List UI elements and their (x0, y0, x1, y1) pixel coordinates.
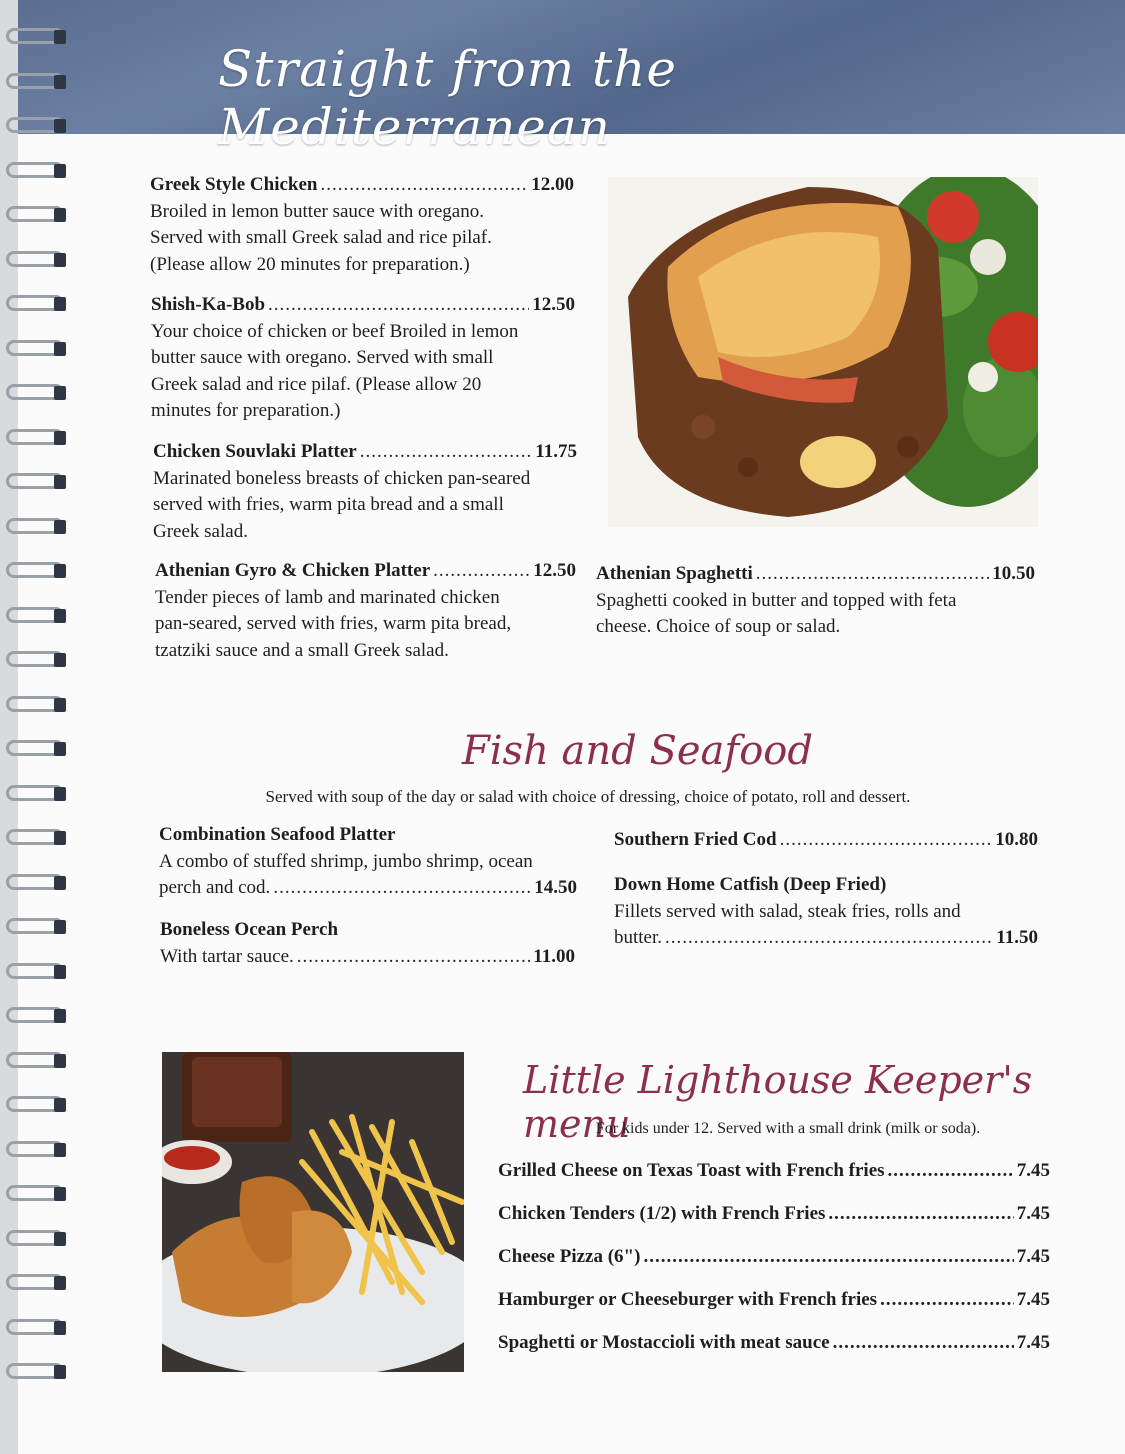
item-description: A combo of stuffed shrimp, jumbo shrimp, ocean (159, 850, 533, 872)
punch-hole (54, 653, 66, 667)
item-description: butter. (614, 927, 663, 948)
item-price: 7.45 (1016, 1246, 1050, 1267)
item-description: perch and cod. (159, 877, 271, 898)
item-name: Boneless Ocean Perch (160, 919, 339, 940)
punch-hole (54, 253, 66, 267)
punch-hole (54, 1098, 66, 1112)
punch-hole (54, 965, 66, 979)
punch-hole (54, 787, 66, 801)
page-title: Straight from the Mediterranean (218, 40, 677, 156)
chicken-tenders-photo (162, 1052, 464, 1372)
item-name: Chicken Tenders (1/2) with French Fries (498, 1203, 826, 1224)
item-description: cheese. Choice of soup or salad. (596, 616, 841, 637)
item-description: Broiled in lemon butter sauce with oregano. (150, 200, 484, 222)
item-name: Southern Fried Cod (614, 829, 777, 850)
punch-hole (54, 1009, 66, 1023)
item-price: 11.00 (533, 945, 575, 967)
menu-item-chicken-souvlaki (153, 439, 577, 545)
menu-item-southern-fried-cod (614, 827, 1038, 854)
item-name: Spaghetti or Mostaccioli with meat sauce (498, 1332, 830, 1353)
seafood-section-note: Served with soup of the day or salad with choice of dressing, choice of potato, roll and dessert. (265, 787, 911, 806)
item-name: Down Home Catfish (Deep Fried) (614, 874, 887, 895)
punch-hole (54, 164, 66, 178)
punch-hole (54, 1365, 66, 1379)
item-description: Marinated boneless breasts of chicken pan-seared (153, 467, 531, 489)
kids-menu-item (498, 1160, 1050, 1182)
item-description: Tender pieces of lamb and marinated chicken (155, 586, 500, 608)
kids-menu-item (498, 1246, 1050, 1268)
item-price: 7.45 (1016, 1332, 1050, 1353)
item-name: Hamburger or Cheeseburger with French fries (498, 1289, 878, 1310)
item-description: butter sauce with oregano. Served with small (151, 347, 494, 368)
menu-item-athenian-gyro (155, 558, 576, 664)
punch-hole (54, 742, 66, 756)
item-price: 7.45 (1016, 1160, 1050, 1181)
item-price: 7.45 (1016, 1203, 1050, 1224)
punch-hole (54, 119, 66, 133)
item-description: Spaghetti cooked in butter and topped with feta (596, 589, 957, 611)
item-description: With tartar sauce. (160, 945, 294, 967)
punch-hole (54, 1054, 66, 1068)
item-price: 14.50 (534, 877, 577, 898)
item-name: Athenian Spaghetti (596, 563, 753, 584)
menu-item-shish-ka-bob (151, 292, 575, 425)
item-description: Fillets served with salad, steak fries, rolls and (614, 900, 961, 922)
item-name: Combination Seafood Platter (159, 824, 396, 845)
item-price: 7.45 (1016, 1289, 1050, 1310)
item-price: 11.50 (996, 927, 1038, 948)
kids-menu-item (498, 1289, 1050, 1311)
item-name: Greek Style Chicken (150, 174, 318, 195)
item-description: (Please allow 20 minutes for preparation.) (150, 253, 470, 275)
punch-hole (54, 342, 66, 356)
item-price: 12.50 (532, 294, 575, 315)
item-description: Greek salad. (153, 520, 248, 542)
item-price: 11.75 (535, 441, 577, 462)
item-name: Grilled Cheese on Texas Toast with French fries (498, 1160, 885, 1181)
item-name: Athenian Gyro & Chicken Platter (155, 560, 431, 581)
punch-hole (54, 1143, 66, 1157)
item-price: 10.80 (995, 829, 1038, 850)
punch-hole (54, 1276, 66, 1290)
item-description: served with fries, warm pita bread and a small (153, 494, 504, 515)
item-name: Shish-Ka-Bob (151, 294, 266, 315)
punch-hole (54, 698, 66, 712)
punch-hole (54, 30, 66, 44)
header-banner (18, 0, 1125, 156)
kids-section-title: Little Lighthouse Keeper's menu (523, 1058, 1033, 1146)
item-name: Chicken Souvlaki Platter (153, 441, 357, 462)
item-description: pan-seared, served with fries, warm pita bread, (155, 613, 512, 634)
item-price: 10.50 (992, 563, 1035, 584)
menu-item-combination-seafood (159, 822, 577, 902)
item-description: Greek salad and rice pilaf. (Please allow 20 (151, 373, 482, 395)
kids-menu-item (498, 1332, 1050, 1354)
punch-hole (54, 520, 66, 534)
punch-hole (54, 297, 66, 311)
item-description: minutes for preparation.) (151, 400, 341, 421)
kids-menu-item (498, 1203, 1050, 1225)
seafood-section-title: Fish and Seafood (462, 728, 813, 774)
menu-item-athenian-spaghetti (596, 561, 1035, 641)
food-photo-illustration (608, 177, 1038, 527)
punch-hole (54, 75, 66, 89)
item-name: Cheese Pizza (6") (498, 1246, 641, 1267)
punch-hole (54, 1321, 66, 1335)
spiral-binding (0, 28, 80, 1428)
punch-hole (54, 831, 66, 845)
item-description: tzatziki sauce and a small Greek salad. (155, 639, 449, 661)
food-photo-illustration (162, 1052, 464, 1372)
moussaka-photo (608, 177, 1038, 527)
menu-item-greek-style-chicken (150, 172, 574, 278)
punch-hole (54, 609, 66, 623)
menu-page (18, 0, 1125, 1454)
punch-hole (54, 475, 66, 489)
punch-hole (54, 208, 66, 222)
punch-hole (54, 1232, 66, 1246)
punch-hole (54, 564, 66, 578)
item-description: Served with small Greek salad and rice pilaf. (150, 227, 492, 248)
item-price: 12.50 (533, 560, 576, 581)
punch-hole (54, 876, 66, 890)
menu-item-catfish (614, 872, 1038, 952)
item-description: Your choice of chicken or beef Broiled in lemon (151, 320, 519, 342)
kids-section-note: For kids under 12. Served with a small drink (milk or soda). (595, 1120, 981, 1137)
menu-item-ocean-perch (160, 917, 575, 970)
punch-hole (54, 386, 66, 400)
punch-hole (54, 920, 66, 934)
punch-hole (54, 431, 66, 445)
item-price: 12.00 (531, 174, 574, 195)
punch-hole (54, 1187, 66, 1201)
